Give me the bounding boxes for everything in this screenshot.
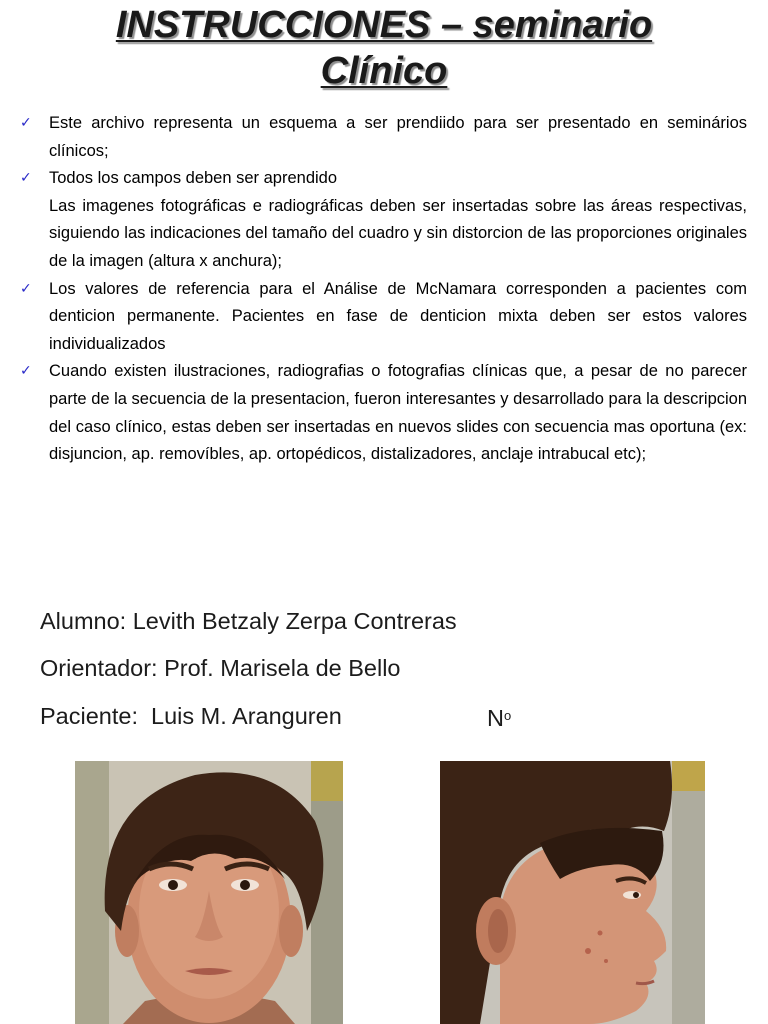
instruction-text: Cuando existen ilustraciones, radiografias o fotografias clínicas que, a pesar de no parecer parte de la secuencia de la presentacion, fueron interesantes y desarrollado para la descripcion del caso clínico, estas deben ser insertadas en nuevos slides con secuencia mas oportuna (ex: disjuncion, ap. removíbles, ap. ortopédicos, distalizadores, anclaje intrabucal etc); [49,362,748,464]
frontal-face-illustration [75,761,343,1024]
checkmark-icon: ✓ [20,170,32,187]
instruction-item [20,110,747,165]
instructions-list [20,110,747,469]
instruction-text: Este archivo representa un esquema a ser prendiido para ser presentado en seminários clínicos; [49,114,747,160]
title-line-2: Clínico [320,50,448,92]
instruction-item [20,165,747,193]
checkmark-icon: ✓ [20,363,32,380]
instruction-item [20,193,747,276]
paciente-line: Paciente: Luis M. Aranguren [40,703,342,729]
profile-face-illustration [440,761,705,1024]
number-label: N [487,705,504,731]
instruction-text: Todos los campos deben ser aprendido [49,169,338,188]
instruction-item [20,358,747,468]
checkmark-icon: ✓ [20,280,32,297]
page-title [0,2,768,94]
patient-number-label [487,701,511,733]
frontal-face-photo [75,761,343,1024]
alumno-line: Alumno: Levith Betzaly Zerpa Contreras [40,608,457,634]
instruction-item [20,276,747,359]
orientador-line: Orientador: Prof. Marisela de Bello [40,655,401,681]
instruction-text: Los valores de referencia para el Análise de McNamara corresponden a pacientes com denticion permanente. Pacientes en fase de denticion mixta deben ser estos valores individualizados [49,279,747,353]
title-line-1: INSTRUCCIONES – seminario [115,4,653,46]
checkmark-icon: ✓ [20,115,32,131]
profile-face-photo [440,761,705,1024]
instruction-text: Las imagenes fotográficas e radiográficas deben ser insertadas sobre las áreas respectivas, siguiendo las indicaciones del tamaño del cuadro y sin distorcion de las proporciones originales de la imagen (altura x anchura); [49,196,747,270]
number-superscript: o [503,708,512,723]
